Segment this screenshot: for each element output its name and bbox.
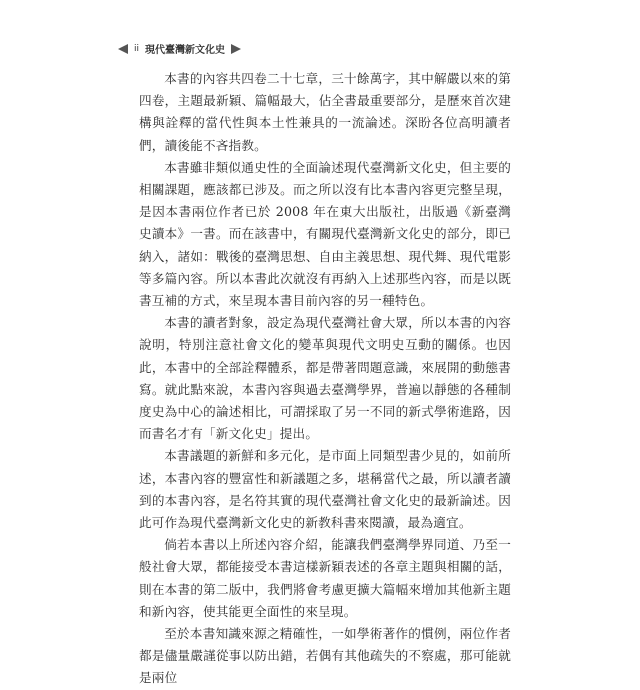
paragraph: 至於本書知識來源之精確性，一如學術著作的慣例，兩位作者都是儘量嚴謹從事以防出錯，若偶有其他疏失的不察處，那可能就是兩位 <box>139 626 511 686</box>
body-text <box>139 68 511 690</box>
paragraph: 本書的讀者對象，設定為現代臺灣社會大眾，所以本書的內容說明，特別注意社會文化的變革與現代文明史互動的關係。也因此，本書中的全部詮釋體系，都是帶著問題意識，來展開的動態書寫。就此點來說，本書內容與過去臺灣學界，普遍以靜態的各種制度史為中心的論述相比，可謂採取了另一不同的新式學術進路，因而書名才有「新文化史」提出。 <box>139 315 511 442</box>
paragraph: 倘若本書以上所述內容介紹，能讓我們臺灣學界同道、乃至一般社會大眾，都能接受本書這樣新穎表述的各章主題與相關的話，則在本書的第二版中，我們將會考慮更擴大篇幅來增加其他新主題和新內容，使其能更全面性的來呈現。 <box>139 537 511 619</box>
page-number: ii <box>134 43 140 54</box>
paragraph: 本書的內容共四卷二十七章，三十餘萬字，其中解嚴以來的第四卷，主題最新穎、篇幅最大，佔全書最重要部分，是歷來首次建構與詮釋的當代性與本土性兼具的一流論述。深盼各位高明讀者們，讀後能不吝指教。 <box>139 71 511 153</box>
paragraph: 本書議題的新鮮和多元化，是市面上同類型書少見的，如前所述，本書內容的豐富性和新議題之多，堪稱當代之最，所以讀者讀到的本書內容，是名符其實的現代臺灣社會文化史的最新論述。因此可作為現代臺灣新文化史的新教科書來閱讀，最為適宜。 <box>139 448 511 531</box>
triangle-right-icon <box>231 44 241 54</box>
running-header <box>118 41 241 56</box>
triangle-left-icon <box>118 44 128 54</box>
paragraph: 本書雖非類似通史性的全面論述現代臺灣新文化史，但主要的相關課題，應該都已涉及。而之所以沒有比本書內容更完整呈現，是因本書兩位作者已於 2008 年在東大出版社，出版過《新臺灣史讀本》一書。而在該書中，有關現代臺灣新文化史的部分，即已納入，諸如：戰後的臺灣思想、自由主義思想、現代舞、現代電影等多篇內容。所以本書此次就沒有再納入上述那些內容，而是以既書互補的方式，來呈現本書目前內容的另一種特色。 <box>139 159 511 309</box>
book-title: 現代臺灣新文化史 <box>145 45 226 56</box>
